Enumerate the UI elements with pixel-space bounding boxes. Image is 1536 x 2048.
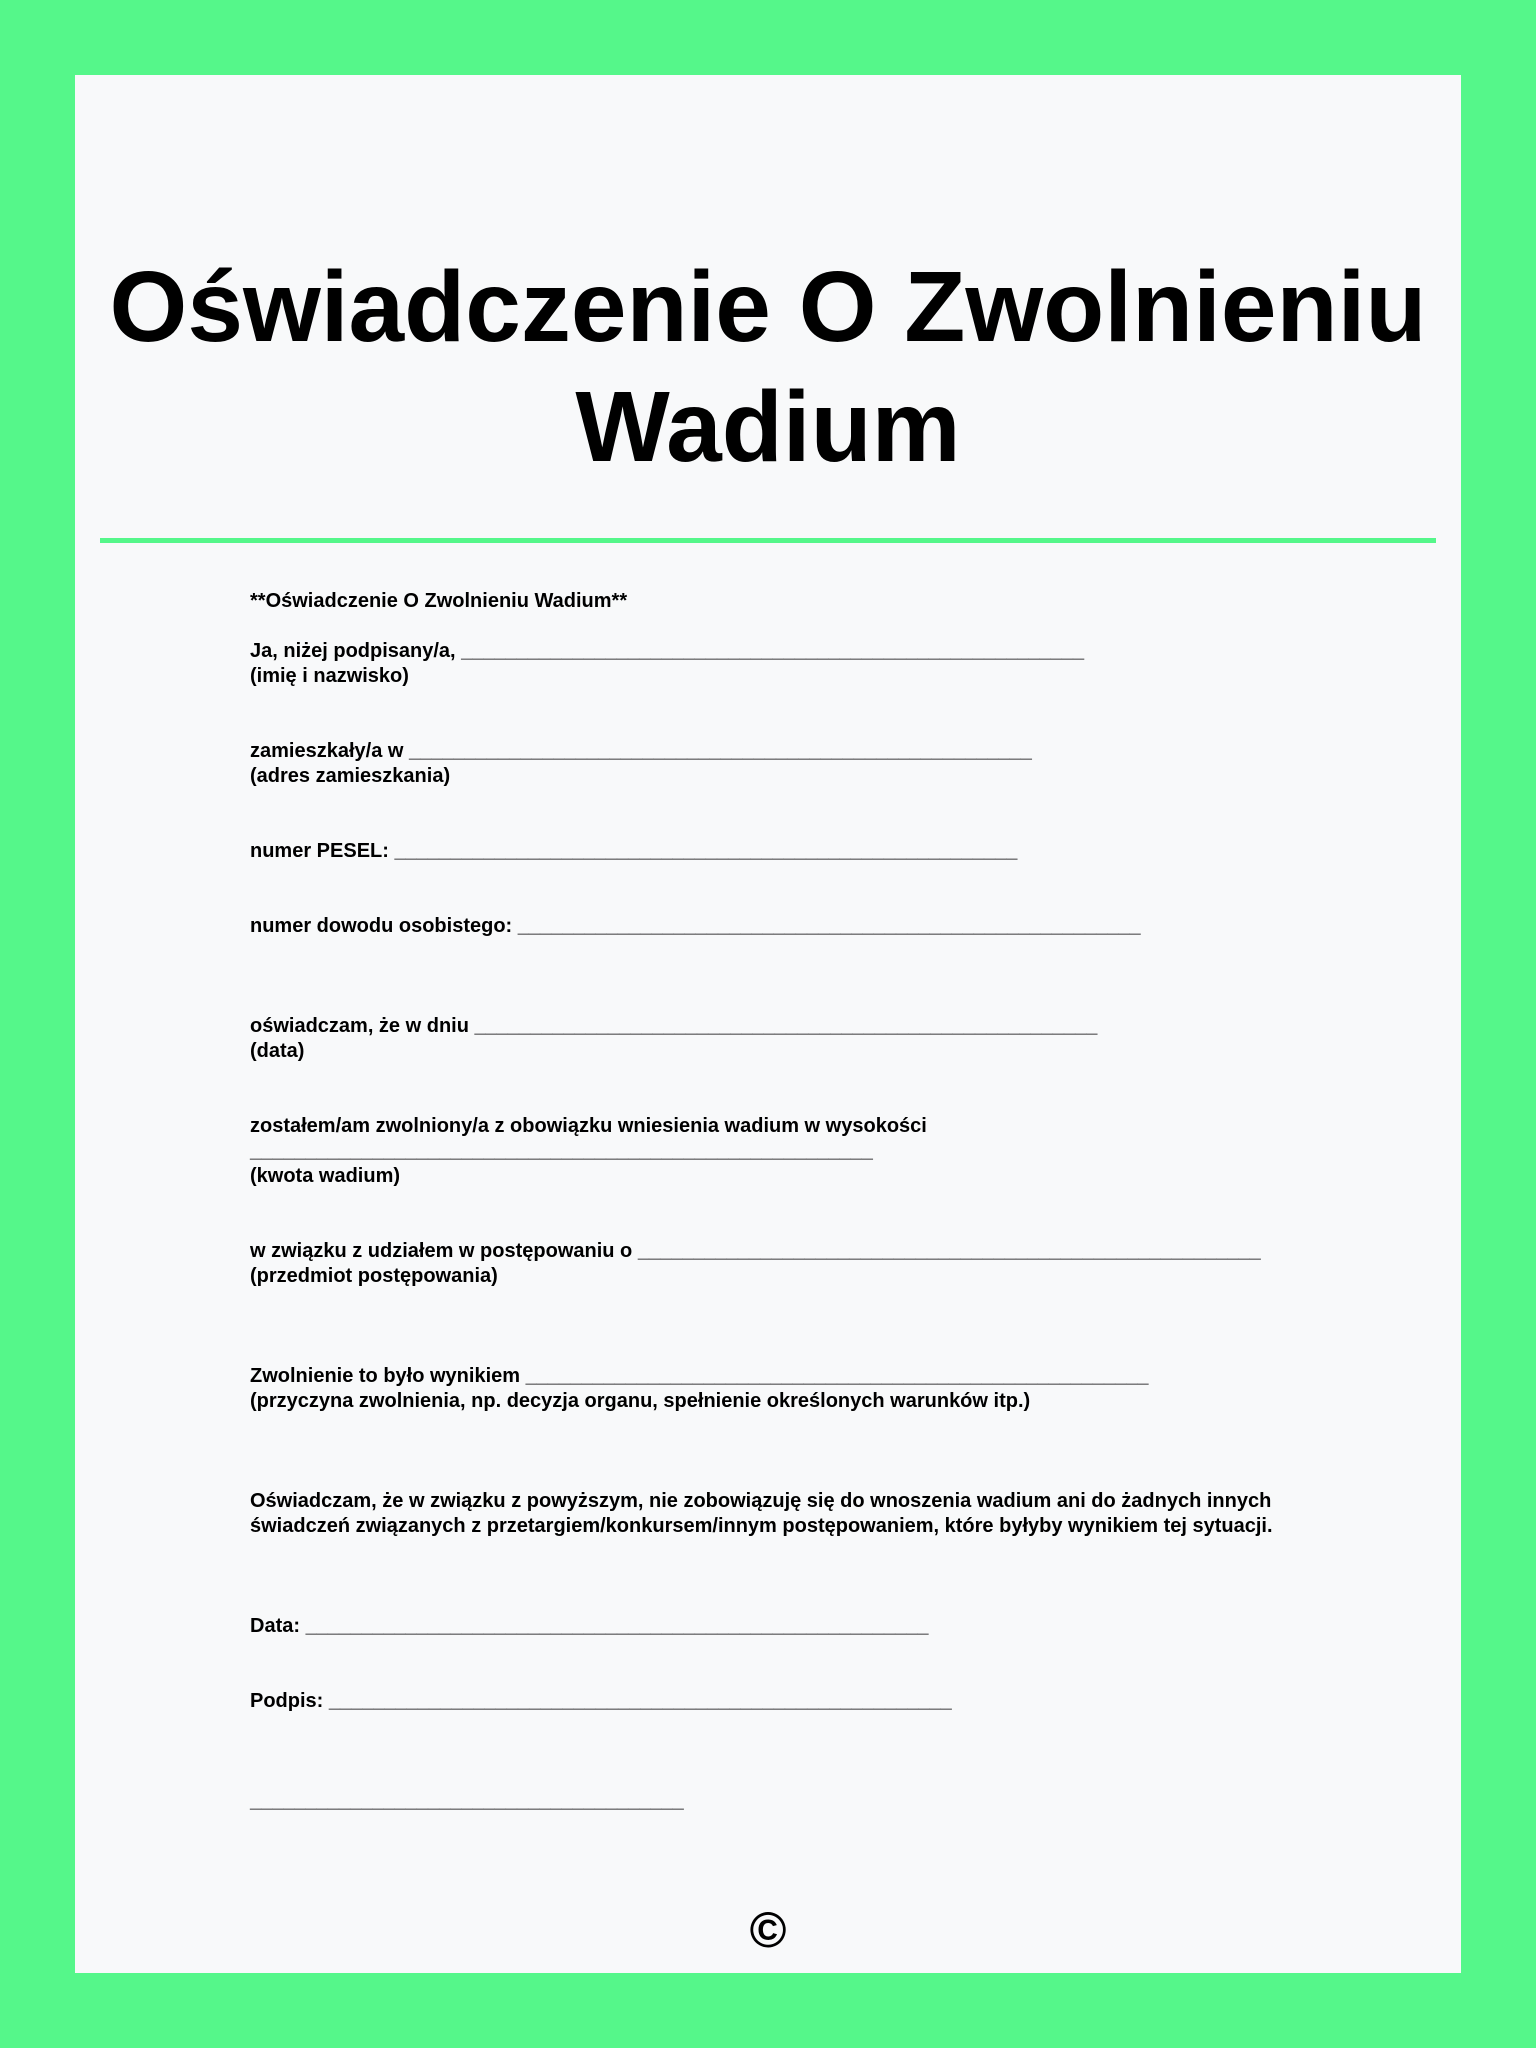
spacer: [250, 1764, 1310, 1789]
signature-date-row: [250, 1614, 1310, 1639]
spacer: [250, 789, 1310, 814]
statement-line-2: świadczeń związanych z przetargiem/konkursem/innym postępowaniem, które byłyby wynikiem tej sytuacji.: [250, 1515, 1273, 1537]
signature-date-label: Data:: [250, 1615, 306, 1637]
id-number-blank-line[interactable]: ________________________________________________________: [517, 915, 1141, 937]
date-declared-hint: (data): [250, 1040, 305, 1062]
date-declared-field-row: [250, 1014, 1310, 1039]
reason-field-row: [250, 1364, 1310, 1389]
signature-label: Podpis:: [250, 1690, 329, 1712]
copyright-icon: ©: [749, 1902, 787, 1958]
spacer: [250, 814, 1310, 839]
spacer: [250, 939, 1310, 964]
spacer: [250, 1089, 1310, 1114]
spacer: [250, 1464, 1310, 1489]
spacer: [250, 714, 1310, 739]
spacer: [250, 1589, 1310, 1614]
spacer: [250, 1439, 1310, 1464]
id-number-field-row: [250, 914, 1310, 939]
pesel-field-row: [250, 839, 1310, 864]
extra-signature-blank-line[interactable]: _______________________________________: [250, 1790, 684, 1812]
proceeding-label: w związku z udziałem w postępowaniu o: [250, 1240, 638, 1262]
spacer: [250, 889, 1310, 914]
spacer: [250, 1564, 1310, 1589]
amount-blank-line[interactable]: ________________________________________________________: [250, 1140, 873, 1162]
spacer: [250, 689, 1310, 714]
address-hint: (adres zamieszkania): [250, 765, 451, 787]
spacer: [250, 1664, 1310, 1689]
amount-hint: (kwota wadium): [250, 1165, 401, 1187]
form-body: [250, 589, 1310, 1814]
spacer: [250, 1314, 1310, 1339]
statement-line-1: Oświadczam, że w związku z powyższym, nie zobowiązuję się do wnoszenia wadium ani do żadnych innych: [250, 1490, 1272, 1512]
document-page: [75, 75, 1461, 1973]
spacer: [250, 1739, 1310, 1764]
spacer: [250, 964, 1310, 989]
name-field-row: [250, 639, 1310, 664]
name-label: Ja, niżej podpisany/a,: [250, 640, 462, 662]
spacer: [250, 1414, 1310, 1439]
proceeding-hint: (przedmiot postępowania): [250, 1265, 498, 1287]
proceeding-field-row: [250, 1239, 1310, 1264]
spacer: [250, 1714, 1310, 1739]
spacer: [250, 1064, 1310, 1089]
spacer: [250, 1339, 1310, 1364]
spacer: [250, 1189, 1310, 1214]
title-line-2: Wadium: [575, 371, 961, 483]
signature-row: [250, 1689, 1310, 1714]
proceeding-blank-line[interactable]: ________________________________________________________: [637, 1240, 1261, 1262]
name-hint: (imię i nazwisko): [250, 665, 409, 687]
pesel-label: numer PESEL:: [250, 840, 395, 862]
spacer: [250, 864, 1310, 889]
amount-label: zostałem/am zwolniony/a z obowiązku wniesienia wadium w wysokości: [250, 1115, 927, 1137]
spacer: [250, 989, 1310, 1014]
spacer: [250, 1289, 1310, 1314]
signature-blank-line[interactable]: ________________________________________________________: [328, 1690, 952, 1712]
reason-blank-line[interactable]: ________________________________________________________: [525, 1365, 1149, 1387]
signature-date-blank-line[interactable]: ________________________________________________________: [305, 1615, 929, 1637]
name-blank-line[interactable]: ________________________________________________________: [461, 640, 1085, 662]
date-declared-label: oświadczam, że w dniu: [250, 1015, 475, 1037]
date-declared-blank-line[interactable]: ________________________________________________________: [474, 1015, 1098, 1037]
address-label: zamieszkały/a w: [250, 740, 409, 762]
address-blank-line[interactable]: ________________________________________________________: [408, 740, 1032, 762]
spacer: [250, 1639, 1310, 1664]
reason-hint: (przyczyna zwolnienia, np. decyzja organu, spełnienie określonych warunków itp.): [250, 1390, 1031, 1412]
spacer: [250, 614, 1310, 639]
pesel-blank-line[interactable]: ________________________________________________________: [394, 840, 1018, 862]
title-line-1: Oświadczenie O Zwolnieniu: [109, 251, 1427, 363]
title-divider: [100, 538, 1436, 543]
spacer: [250, 1539, 1310, 1564]
reason-label: Zwolnienie to było wynikiem: [250, 1365, 526, 1387]
document-title: [75, 247, 1461, 487]
id-number-label: numer dowodu osobistego:: [250, 915, 518, 937]
spacer: [250, 1214, 1310, 1239]
form-heading: **Oświadczenie O Zwolnieniu Wadium**: [250, 590, 628, 612]
address-field-row: [250, 739, 1310, 764]
